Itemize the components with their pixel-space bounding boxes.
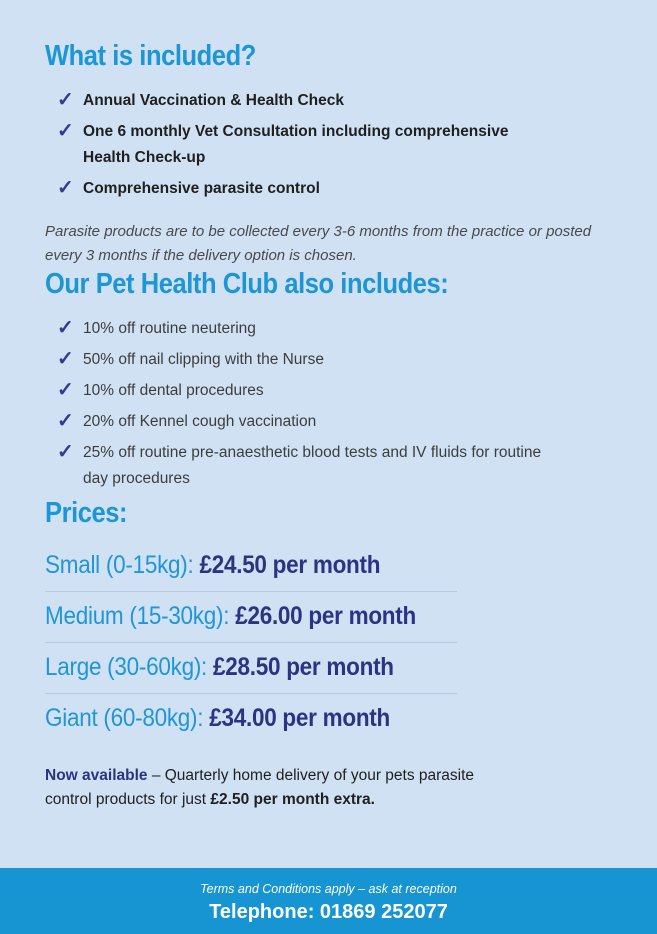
footer-bar — [0, 868, 657, 934]
price-value: £24.50 per month — [199, 551, 381, 579]
price-size-label: Medium (15-30kg): — [45, 602, 236, 630]
availability-separator: – — [147, 767, 165, 784]
telephone-number: Telephone: 01869 252077 — [209, 901, 448, 923]
check-icon: ✓ — [57, 177, 74, 199]
check-icon: ✓ — [57, 348, 74, 370]
list-item — [57, 176, 607, 202]
price-size-label: Small (0-15kg): — [45, 551, 200, 579]
price-value: £28.50 per month — [213, 653, 394, 681]
list-item-label: 10% off dental procedures — [83, 382, 264, 399]
list-item — [57, 119, 607, 171]
availability-text: Quarterly home delivery of your pets parasite control products for just — [45, 767, 475, 808]
list-item — [57, 88, 607, 114]
price-row-large — [45, 647, 457, 694]
list-item — [57, 316, 607, 342]
price-value: £26.00 per month — [235, 602, 416, 630]
list-item — [57, 409, 607, 435]
price-size-label: Giant (60-80kg): — [45, 704, 210, 732]
also-includes-list — [45, 316, 607, 492]
price-row-medium — [45, 596, 457, 643]
price-row-small — [45, 545, 457, 592]
terms-text: Terms and Conditions apply – ask at reception — [200, 882, 457, 896]
list-item-label: 10% off routine neutering — [83, 320, 256, 337]
check-icon: ✓ — [57, 410, 74, 432]
list-item-label: Comprehensive parasite control — [83, 180, 320, 197]
list-item — [57, 378, 607, 404]
availability-extra-price: £2.50 per month extra. — [210, 791, 375, 808]
included-list — [45, 88, 607, 202]
list-item — [57, 347, 607, 373]
list-item-label: 20% off Kennel cough vaccination — [83, 413, 317, 430]
list-item — [57, 440, 607, 492]
check-icon: ✓ — [57, 89, 74, 111]
included-section-title: What is included? — [45, 40, 256, 72]
price-size-label: Large (30-60kg): — [45, 653, 214, 681]
check-icon: ✓ — [57, 379, 74, 401]
check-icon: ✓ — [57, 120, 74, 142]
price-value: £34.00 per month — [209, 704, 390, 732]
list-item-label: 50% off nail clipping with the Nurse — [83, 351, 324, 368]
parasite-note: Parasite products are to be collected every 3-6 months from the practice or posted every 3 months if the delivery option is chosen. — [45, 223, 592, 264]
check-icon: ✓ — [57, 317, 74, 339]
prices-section-title: Prices: — [45, 497, 128, 529]
list-item-label: One 6 monthly Vet Consultation including comprehensive Health Check-up — [83, 123, 509, 166]
availability-highlight: Now available — [45, 767, 148, 784]
price-list — [45, 545, 607, 744]
check-icon: ✓ — [57, 441, 74, 463]
availability-note — [45, 764, 515, 812]
list-item-label: 25% off routine pre-anaesthetic blood tests and IV fluids for routine day procedures — [83, 444, 542, 487]
price-row-giant — [45, 698, 457, 744]
also-includes-section-title: Our Pet Health Club also includes: — [45, 268, 449, 300]
list-item-label: Annual Vaccination & Health Check — [83, 92, 344, 109]
